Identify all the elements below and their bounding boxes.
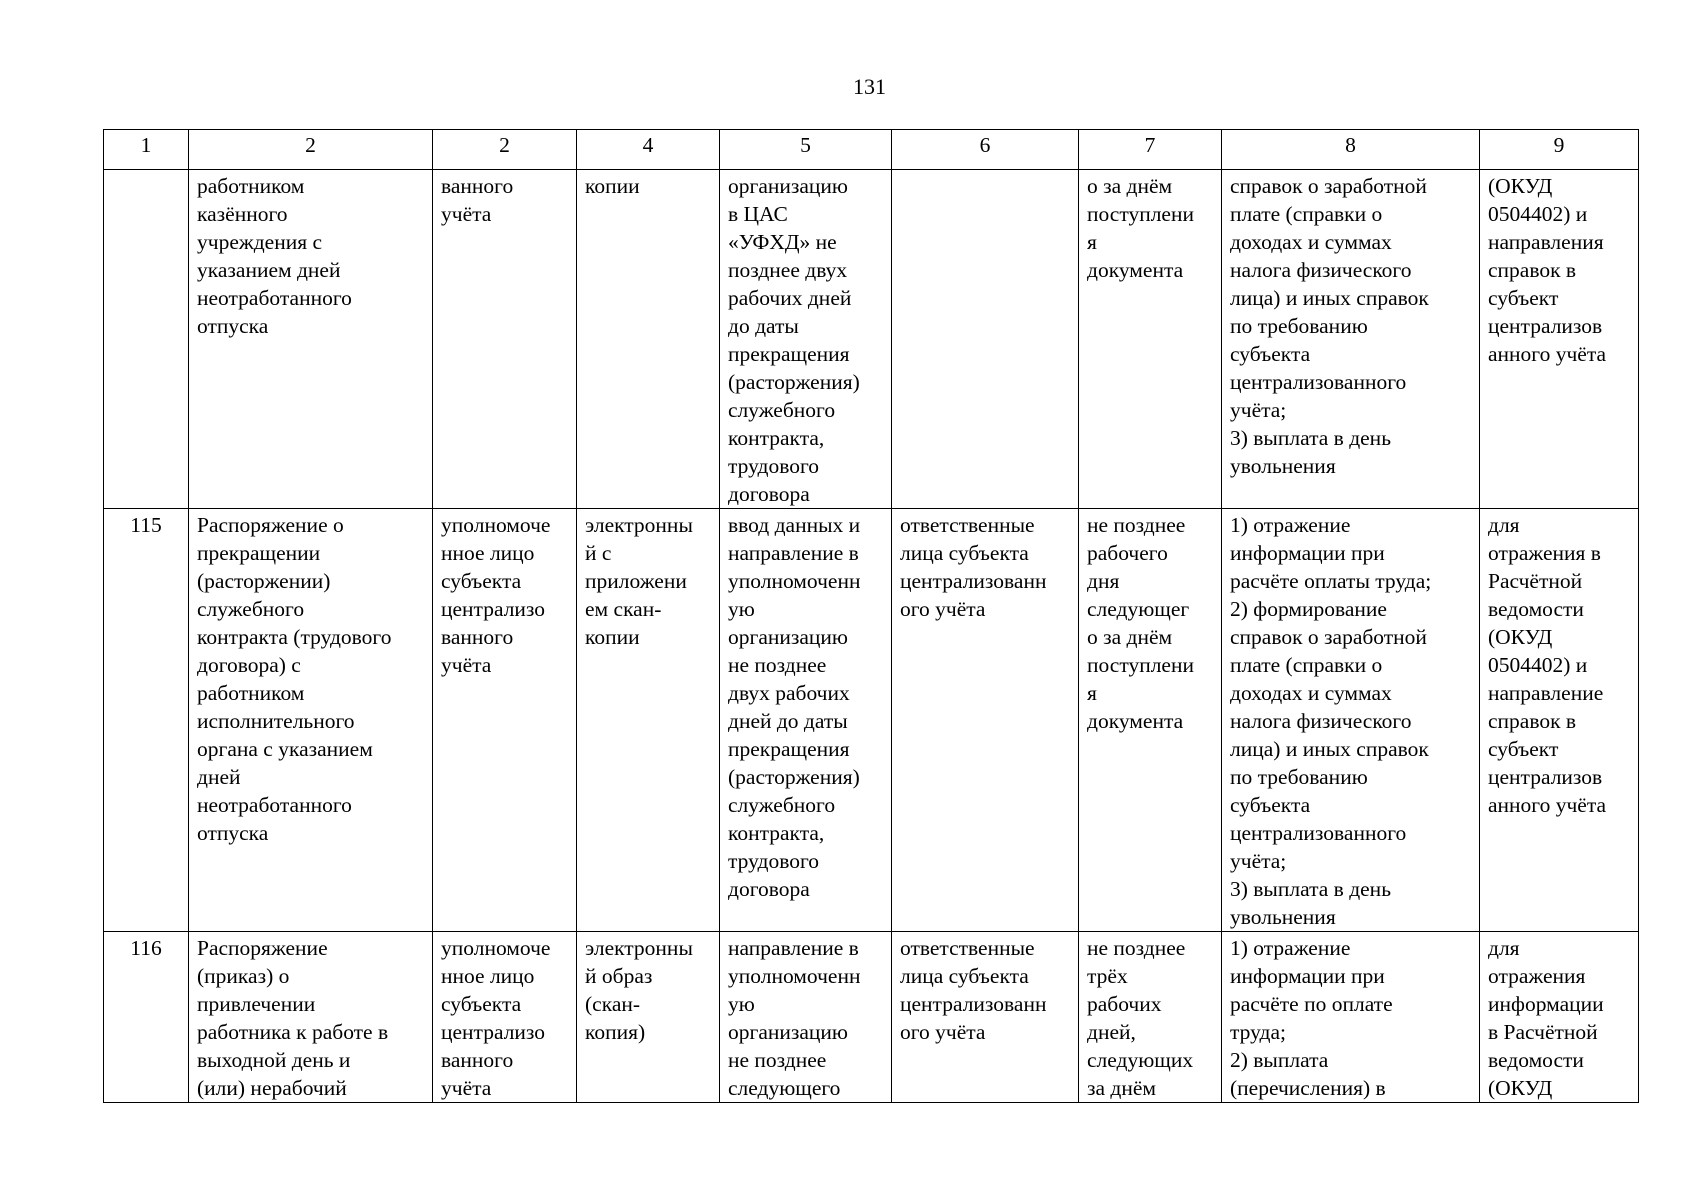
purpose-cell: (ОКУД 0504402) и направления справок в субъект централизов анного учёта [1480,170,1639,509]
col-header-7: 7 [1079,130,1222,170]
processing-action-cell: 1) отражение информации при расчёте оплаты труда; 2) формирование справок о заработной плате (справки о доходах и суммах налога физического лица) и иных справок по требованию субъекта централизованного учёта; 3) выплата в день увольнения [1222,509,1480,932]
format-cell: электронны й образ (скан- копия) [577,932,720,1103]
processing-action-cell: справок о заработной плате (справки о доходах и суммах налога физического лица) и иных справок по требованию субъекта централизованного учёта; 3) выплата в день увольнения [1222,170,1480,509]
document-name-cell: работником казённого учреждения с указанием дней неотработанного отпуска [189,170,433,509]
action-deadline-cell: ввод данных и направление в уполномоченн ую организацию не позднее двух рабочих дней до даты прекращения (расторжения) служебного контракта, трудового договора [720,509,892,932]
col-header-6: 6 [892,130,1079,170]
format-cell: копии [577,170,720,509]
processing-time-cell: не позднее рабочего дня следующег о за днём поступлени я документа [1079,509,1222,932]
action-deadline-cell: организацию в ЦАС «УФХД» не позднее двух рабочих дней до даты прекращения (расторжения) служебного контракта, трудового договора [720,170,892,509]
recipient-cell: ответственные лица субъекта централизованн ого учёта [892,932,1079,1103]
col-header-3: 2 [433,130,577,170]
header-row [104,130,1639,170]
page-number: 131 [853,74,886,99]
processing-time-cell: о за днём поступлени я документа [1079,170,1222,509]
col-header-2: 2 [189,130,433,170]
processing-time-cell: не позднее трёх рабочих дней, следующих за днём [1079,932,1222,1103]
action-deadline-cell: направление в уполномоченн ую организацию не позднее следующего [720,932,892,1103]
col-header-4: 4 [577,130,720,170]
recipient-cell: ответственные лица субъекта централизованн ого учёта [892,509,1079,932]
col-header-9: 9 [1480,130,1639,170]
purpose-cell: для отражения в Расчётной ведомости (ОКУД 0504402) и направление справок в субъект централизов анного учёта [1480,509,1639,932]
col-header-1: 1 [104,130,189,170]
table-row [104,932,1639,1103]
table-row [104,170,1639,509]
registry-table [103,129,1639,1103]
document-name-cell: Распоряжение (приказ) о привлечении работника к работе в выходной день и (или) нерабочий [189,932,433,1103]
table-row [104,509,1639,932]
purpose-cell: для отражения информации в Расчётной ведомости (ОКУД [1480,932,1639,1103]
row-number: 115 [104,509,189,932]
creator-cell: уполномоче нное лицо субъекта централизо ванного учёта [433,932,577,1103]
col-header-8: 8 [1222,130,1480,170]
col-header-5: 5 [720,130,892,170]
creator-cell: ванного учёта [433,170,577,509]
recipient-cell [892,170,1079,509]
format-cell: электронны й с приложени ем скан- копии [577,509,720,932]
document-name-cell: Распоряжение о прекращении (расторжении) служебного контракта (трудового договора) с работником исполнительного органа с указанием дней неотработанного отпуска [189,509,433,932]
processing-action-cell: 1) отражение информации при расчёте по оплате труда; 2) выплата (перечисления) в [1222,932,1480,1103]
creator-cell: уполномоче нное лицо субъекта централизо ванного учёта [433,509,577,932]
row-number [104,170,189,509]
row-number: 116 [104,932,189,1103]
